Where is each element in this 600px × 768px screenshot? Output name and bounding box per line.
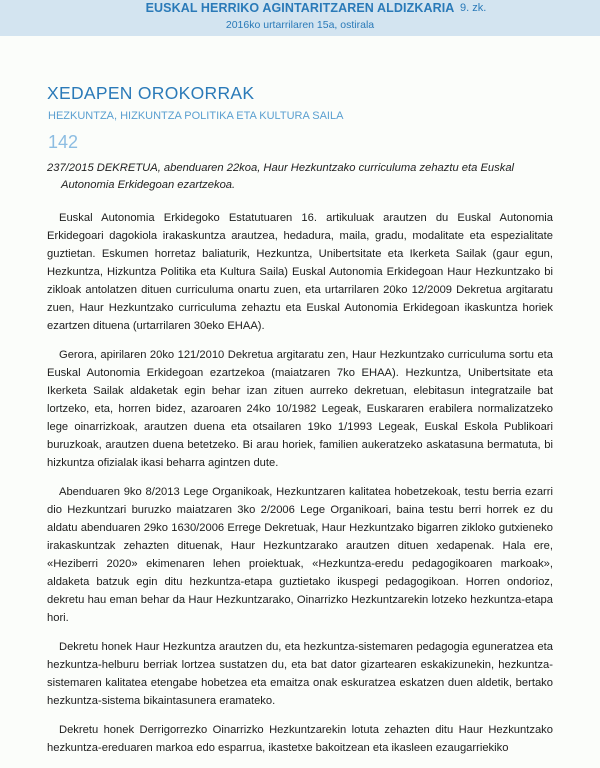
section-title: XEDAPEN OROKORRAK bbox=[47, 83, 255, 103]
bulletin-header bbox=[0, 0, 600, 36]
decree-title: 237/2015 DEKRETUA, abenduaren 22koa, Haur Hezkuntzako curriculuma zehaztu eta Euskal Autonomia Erkidegoan ezartzekoa. bbox=[47, 162, 515, 191]
document-body bbox=[47, 209, 553, 768]
department-name: HEZKUNTZA, HIZKUNTZA POLITIKA ETA KULTURA SAILA bbox=[48, 110, 344, 122]
publication-date: 2016ko urtarrilaren 15a, ostirala bbox=[225, 19, 375, 31]
paragraph: Dekretu honek Derrigorrezko Oinarrizko Hezkuntzarekin lotuta zehazten ditu Haur Hezkuntzako hezkuntza-ereduaren markoa edo esparrua, ikastetxe bakoitzean eta ikasleen ezaugarriekiko bbox=[47, 724, 553, 754]
document-number: 142 bbox=[48, 132, 79, 152]
paragraph: Abenduaren 9ko 8/2013 Lege Organikoak, Hezkuntzaren kalitatea hobetzekoak, testu berria ezarri dio Hezkuntzari buruzko maiatzaren 3ko 2/2006 Lege Organikoari, baina testu berri horrek ez du aldatu abenduaren 29ko 1630/2006 Errege Dekretuak, Haur Hezkuntzako bigarren zikloko gutxieneko irakaskuntzak zehazten dituenak, Haur Hezkuntzarako arautzen dituen xedapenak. Hala ere, «Heziberri 2020» ekimenaren lehen proiektuak, «Hezkuntza-eredu pedagogikoaren markoak», aldaketa batzuk egin ditu hezkuntza-etapa guztietako ikuspegi pedagogikoan. Horren ondorioz, dekretu hau eman behar da Haur Hezkuntzarako, Oinarrizko Hezkuntzarekin lotzeko hezkuntza-etapa hori. bbox=[47, 486, 553, 624]
bulletin-title: EUSKAL HERRIKO AGINTARITZAREN ALDIZKARIA bbox=[145, 1, 455, 15]
paragraph: Dekretu honek Haur Hezkuntza arautzen du, eta hezkuntza-sistemaren pedagogia eguneratzea eta hezkuntza-helburu berriak lortzea sustatzen du, eta bat dator gizartearen eskakizunekin, hezkuntza-sistemaren kalitatea etengabe hobetzea eta emaitza onak eskuratzea eskatzen duen aldetik, bertako hezkuntza-sistema bikaintasunera eramateko. bbox=[47, 641, 553, 707]
issue-number: 9. zk. bbox=[460, 2, 487, 14]
paragraph: Gerora, apirilaren 20ko 121/2010 Dekretua argitaratu zen, Haur Hezkuntzako curriculuma sortu eta Euskal Autonomia Erkidegoan ezartzekoa (maiatzaren 7ko EHAA). Hezkuntza, Unibertsitate eta Ikerketa Sailak aldaketak egin behar izan zituen aurreko dekretuan, elebitasun integratzaile bat lortzeko, eta, horren bidez, azaroaren 24ko 10/1982 Legeak, Euskararen erabilera normalizatzeko lege oinarrizkoak, arautzen duena eta otsailaren 19ko 1/1993 Legeak, Euskal Eskola Publikoari buruzkoak, arautzen duena betetzeko. Bi arau horiek, familien aukeratzeko askatasuna bermatuta, bi hizkuntza ofizialak ikasi beharra agintzen dute. bbox=[47, 349, 553, 469]
paragraph: Euskal Autonomia Erkidegoko Estatutuaren 16. artikuluak arautzen du Euskal Autonomia Erkidegoari dagokiola irakaskuntza arautzea, hedadura, maila, gradu, modalitate eta espezialitate guztietan. Eskumen horretaz baliaturik, Hezkuntza, Unibertsitate eta Ikerketa Sailak (gaur egun, Hezkuntza, Hizkuntza Politika eta Kultura Saila) Euskal Autonomia Erkidegoan Haur Hezkuntzako bi zikloak antolatzen dituen curriculuma onartu zuen, eta urtarrilaren 20ko 12/2009 Dekretua argitaratu zuen, Haur Hezkuntzako curriculuma zehaztu eta Euskal Autonomia Erkidegoan ikaskuntza horiek ezartzen dituena (urtarrilaren 30eko EHAA). bbox=[47, 212, 553, 332]
